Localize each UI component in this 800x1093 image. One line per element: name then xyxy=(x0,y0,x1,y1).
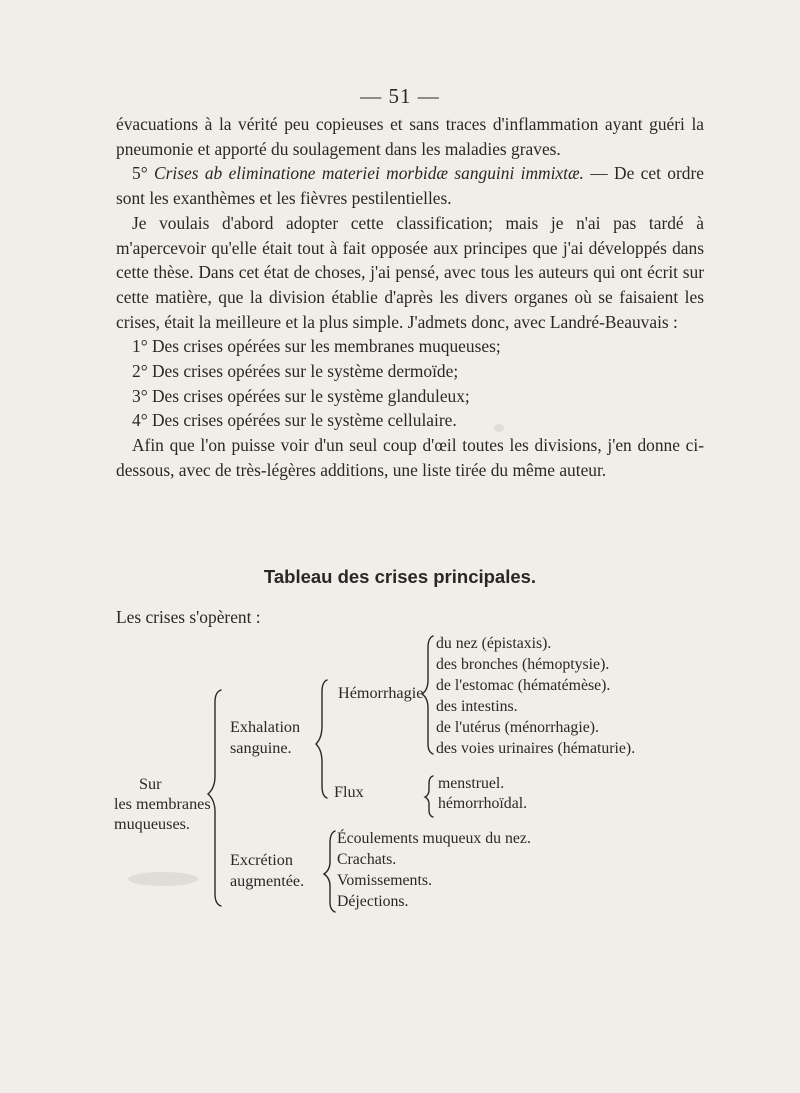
hemorrhagie-item: des bronches (hémoptysie). xyxy=(436,656,610,673)
crisis-5-description: — De cet ordre sont les exanthèmes et les fièvres pestilentielles. xyxy=(116,163,704,209)
brace-root xyxy=(208,690,221,906)
page-number: — 51 — xyxy=(360,84,440,108)
paper-stain xyxy=(128,872,198,886)
brace-flux xyxy=(425,776,433,817)
paper-stain xyxy=(494,424,504,432)
hemorrhagie-item: des intestins. xyxy=(436,698,518,715)
table-lead: Les crises s'opèrent : xyxy=(116,607,261,627)
paragraph-table-intro: Afin que l'on puisse voir d'un seul coup d'œil toutes les divisions, j'en donne ci-dessous, avec de très-légères additions, une liste tirée du même auteur. xyxy=(116,435,704,480)
excretion-item: Vomissements. xyxy=(337,872,432,889)
excretion-item: Écoulements muqueux du nez. xyxy=(337,830,531,847)
hemorrhagie-item: du nez (épistaxis). xyxy=(436,635,552,652)
excretion-label-line-1: Excrétion xyxy=(230,851,293,869)
brace-hemorrhagie xyxy=(422,636,433,754)
root-label-line-3: muqueuses. xyxy=(114,815,190,833)
crisis-5-number: 5° xyxy=(132,163,148,184)
root-label-line-1: Sur xyxy=(139,775,162,793)
exhalation-label-line-2: sanguine. xyxy=(230,739,292,757)
flux-item: hémorrhoïdal. xyxy=(438,795,528,812)
crisis-list-item: 2° Des crises opérées sur le système dermoïde; xyxy=(132,361,459,382)
flux-label: Flux xyxy=(334,783,364,801)
excretion-label-line-2: augmentée. xyxy=(230,872,305,890)
excretion-item: Crachats. xyxy=(337,851,397,868)
paragraph-continuation: évacuations à la vérité peu copieuses et sans traces d'inflammation ayant guéri la pneumonie et apporté du soulagement dans les maladies graves. xyxy=(116,114,704,159)
brace-excretion xyxy=(324,831,335,912)
hemorrhagie-label: Hémorrhagie xyxy=(338,684,424,702)
crisis-5-latin-title: Crises ab eliminatione materiei morbidæ sanguini immixtæ. xyxy=(154,163,584,184)
hemorrhagie-item: de l'utérus (ménorrhagie). xyxy=(436,719,599,736)
crisis-list-item: 3° Des crises opérées sur le système glanduleux; xyxy=(132,385,470,406)
flux-item: menstruel. xyxy=(438,775,505,792)
table-title: Tableau des crises principales. xyxy=(263,566,537,587)
crisis-list-item: 1° Des crises opérées sur les membranes muqueuses; xyxy=(132,336,501,357)
excretion-item: Déjections. xyxy=(337,893,409,910)
paragraph-classification: Je voulais d'abord adopter cette classification; mais je n'ai pas tardé à m'apercevoir qu'elle était tout à fait opposée aux principes que j'ai développés dans cette thèse. Dans cet état de choses, j'ai pensé, avec tous les auteurs qui ont écrit sur cette matière, que la division établie d'après les divers organes où se faisaient les crises, était la meilleure et la plus simple. J'admets donc, avec Landré-Beauvais : xyxy=(116,212,704,332)
root-label-line-2: les membranes xyxy=(114,795,211,813)
hemorrhagie-item: de l'estomac (hématémèse). xyxy=(436,677,611,694)
hemorrhagie-item: des voies urinaires (hématurie). xyxy=(436,740,636,757)
exhalation-label-line-1: Exhalation xyxy=(230,718,301,736)
crisis-list-item: 4° Des crises opérées sur le système cellulaire. xyxy=(132,410,457,431)
brace-exhalation xyxy=(316,680,327,798)
